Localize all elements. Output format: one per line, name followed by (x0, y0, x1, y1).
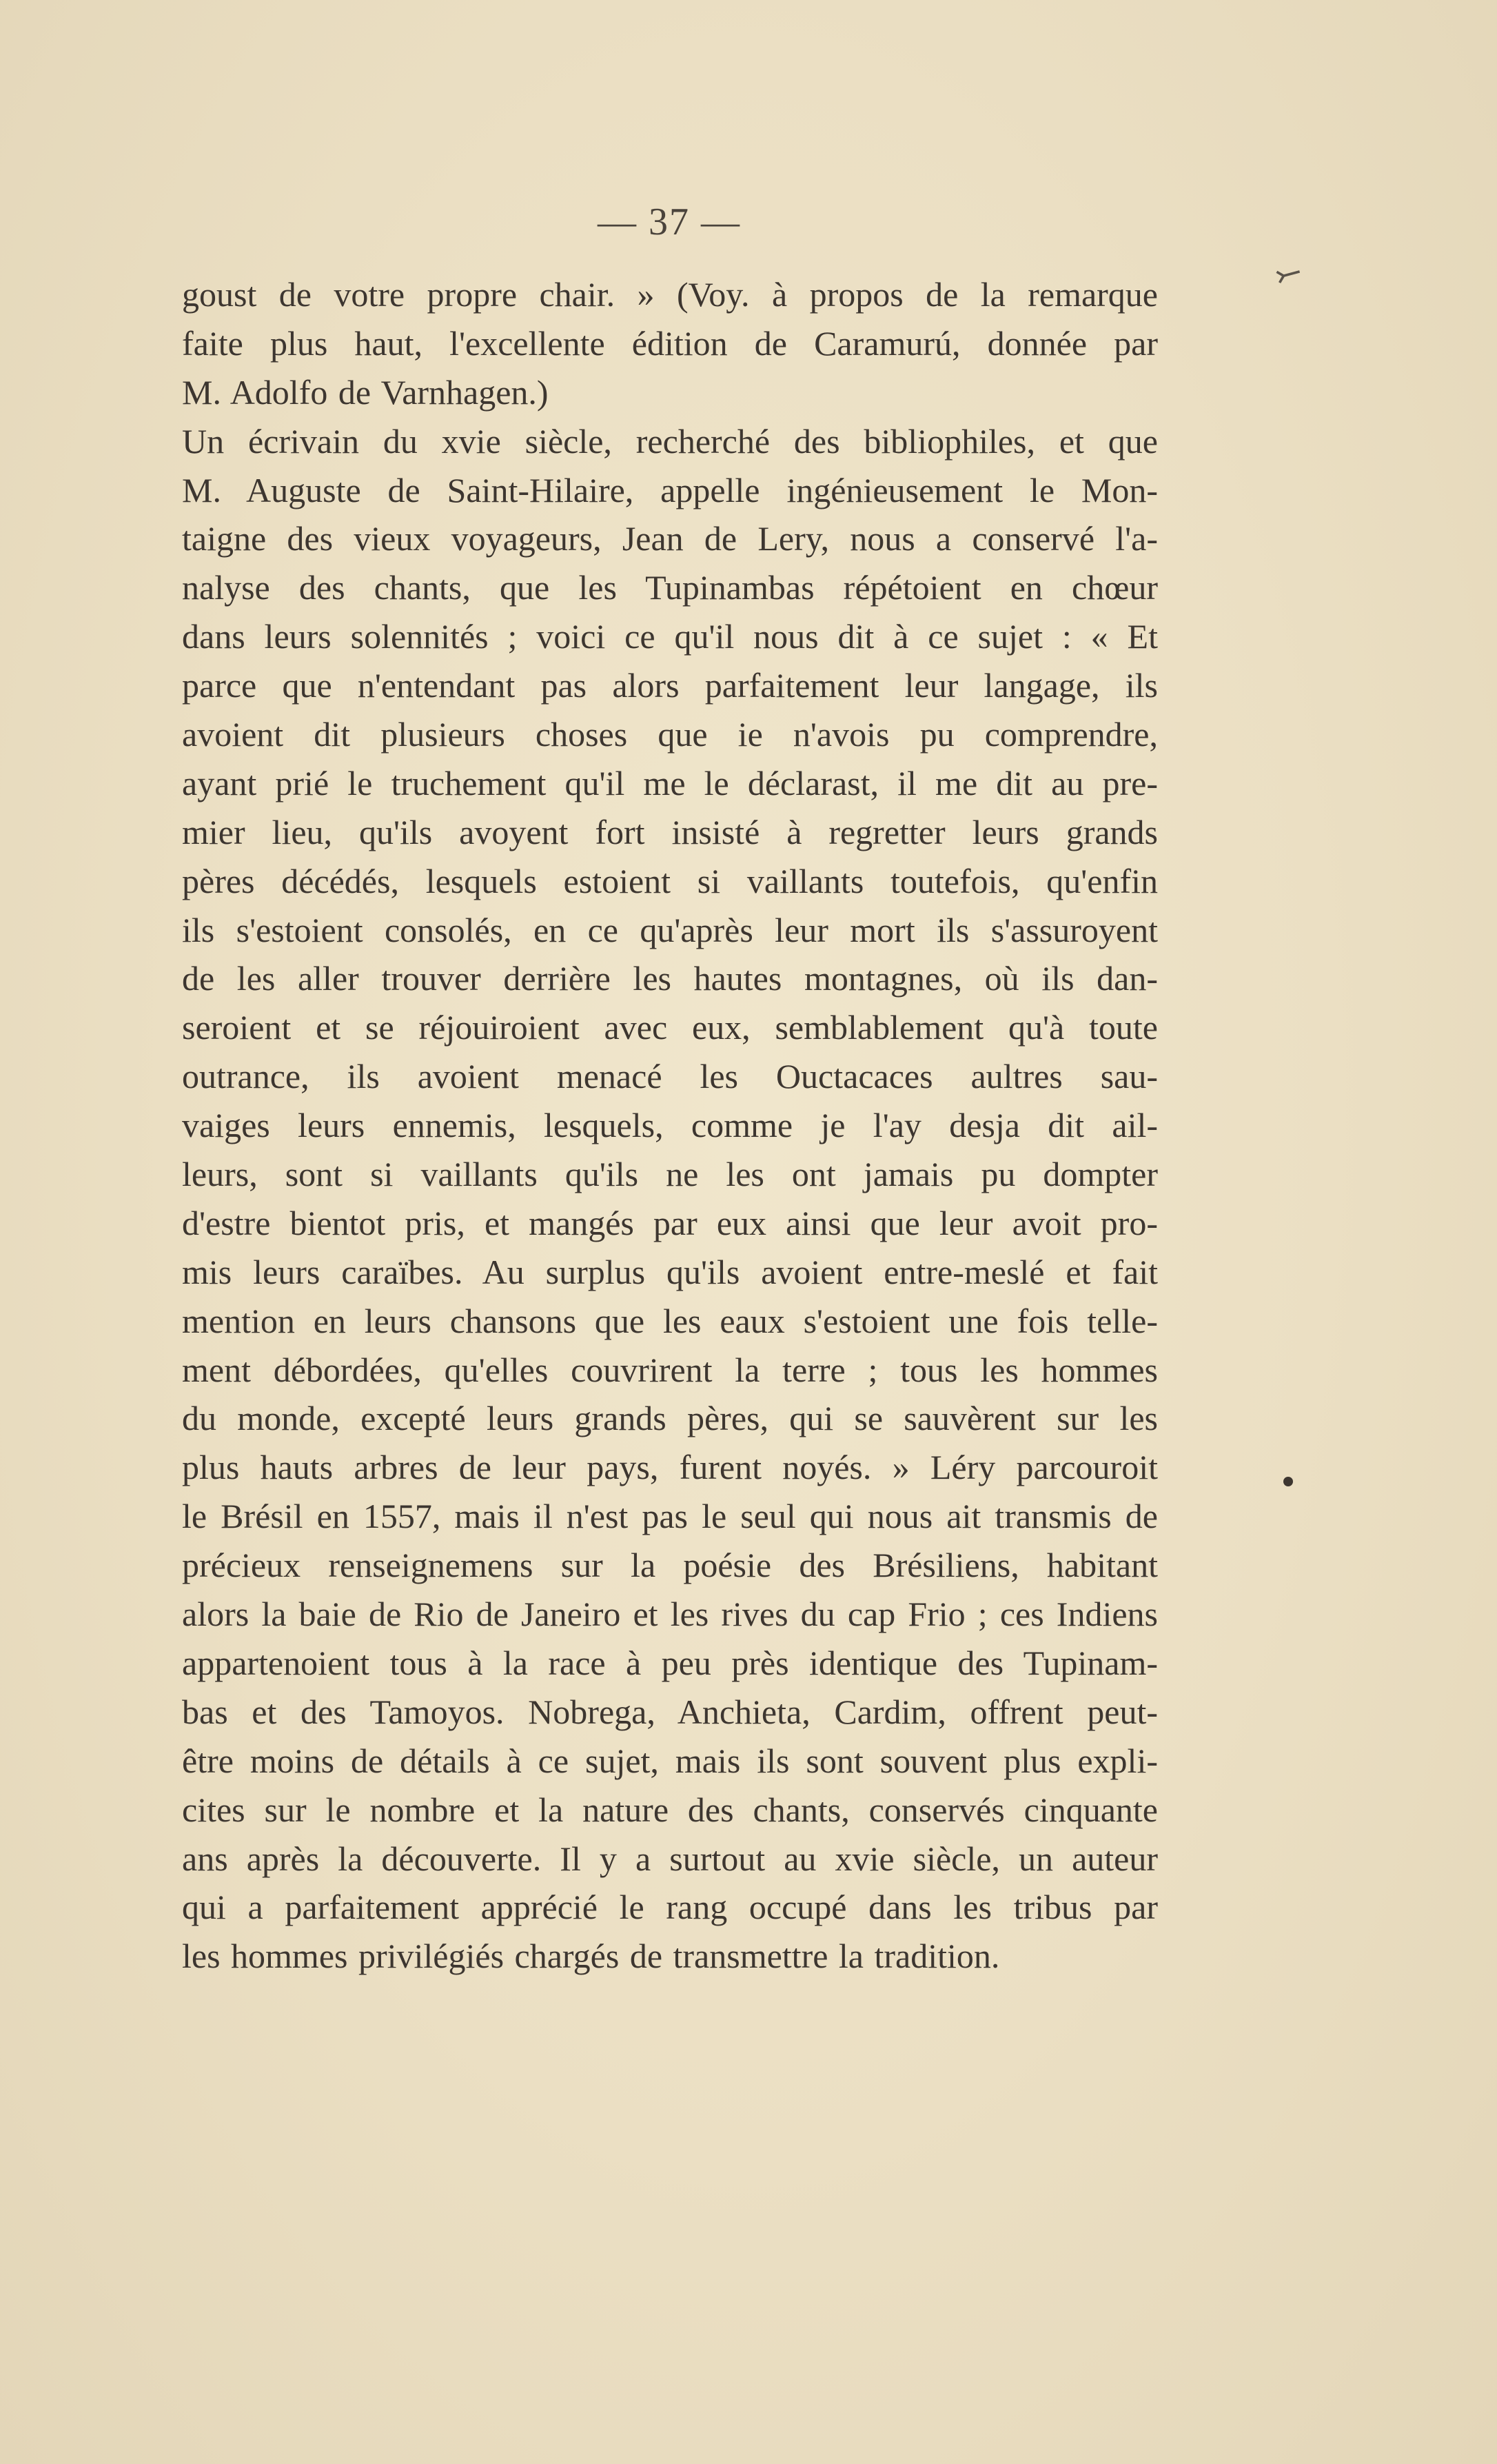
text-line: cites sur le nombre et la nature des chants, conservés cinquante (182, 1790, 1158, 1829)
text-line: Un écrivain du xvie siècle, recherché des bibliophiles, et que (182, 421, 1158, 461)
page-number: — 37 — (598, 201, 741, 243)
text-line: faite plus haut, l'excellente édition de Caramurú, donnée par (182, 323, 1158, 363)
text-line: bas et des Tamoyos. Nobrega, Anchieta, Cardim, offrent peut- (182, 1692, 1158, 1731)
text-line: ment débordées, qu'elles couvrirent la terre ; tous les hommes (182, 1350, 1158, 1389)
text-line: ans après la découverte. Il y a surtout au xvie siècle, un auteur (182, 1839, 1158, 1878)
text-line: pères décédés, lesquels estoient si vaillants toutefois, qu'enfin (182, 861, 1158, 900)
text-line: appartenoient tous à la race à peu près identique des Tupinam- (182, 1643, 1158, 1682)
text-line: avoient dit plusieurs choses que ie n'avois pu comprendre, (182, 715, 1158, 754)
text-line: taigne des vieux voyageurs, Jean de Lery, nous a conservé l'a- (182, 519, 1158, 558)
text-line: alors la baie de Rio de Janeiro et les rives du cap Frio ; ces Indiens (182, 1595, 1158, 1634)
text-line: les hommes privilégiés chargés de transmettre la tradition. (182, 1937, 1000, 1976)
text-line: dans leurs solennités ; voici ce qu'il nous dit à ce sujet : « Et (182, 617, 1158, 656)
text-line: nalyse des chants, que les Tupinambas répétoient en chœur (182, 568, 1158, 607)
text-line: de les aller trouver derrière les hautes montagnes, où ils dan- (182, 959, 1158, 998)
text-line: précieux renseignemens sur la poésie des Brésiliens, habitant (182, 1546, 1158, 1585)
text-line: outrance, ils avoient menacé les Ouctacaces aultres sau- (182, 1057, 1158, 1096)
text-line: parce que n'entendant pas alors parfaitement leur langage, ils (182, 666, 1158, 705)
text-line: qui a parfaitement apprécié le rang occupé dans les tribus par (182, 1888, 1158, 1927)
margin-arrow-icon: ⤚ (1271, 253, 1306, 295)
text-line: mis leurs caraïbes. Au surplus qu'ils avoient entre-meslé et fait (182, 1252, 1158, 1291)
text-line: d'estre bientot pris, et mangés par eux ainsi que leur avoit pro- (182, 1203, 1158, 1242)
text-line: seroient et se réjouiroient avec eux, semblablement qu'à toute (182, 1008, 1158, 1047)
text-line: M. Auguste de Saint-Hilaire, appelle ingénieusement le Mon- (182, 470, 1158, 509)
ink-dot-icon (1283, 1477, 1293, 1486)
text-line: goust de votre propre chair. » (Voy. à propos de la remarque (182, 275, 1158, 314)
body-text (182, 270, 1158, 1981)
text-line: plus hauts arbres de leur pays, furent noyés. » Léry parcouroit (182, 1448, 1158, 1487)
text-line: le Brésil en 1557, mais il n'est pas le seul qui nous ait transmis de (182, 1497, 1158, 1536)
text-line: M. Adolfo de Varnhagen.) (182, 372, 549, 412)
text-line: mention en leurs chansons que les eaux s'estoient une fois telle- (182, 1301, 1158, 1340)
text-line: être moins de détails à ce sujet, mais ils sont souvent plus expli- (182, 1741, 1158, 1780)
text-line: ayant prié le truchement qu'il me le déclarast, il me dit au pre- (182, 763, 1158, 802)
text-line: du monde, excepté leurs grands pères, qui se sauvèrent sur les (182, 1399, 1158, 1438)
text-line: ils s'estoient consolés, en ce qu'après leur mort ils s'assuroyent (182, 910, 1158, 949)
text-line: leurs, sont si vaillants qu'ils ne les ont jamais pu dompter (182, 1155, 1158, 1194)
text-line: vaiges leurs ennemis, lesquels, comme je l'ay desja dit ail- (182, 1106, 1158, 1145)
text-line: mier lieu, qu'ils avoyent fort insisté à regretter leurs grands (182, 812, 1158, 851)
